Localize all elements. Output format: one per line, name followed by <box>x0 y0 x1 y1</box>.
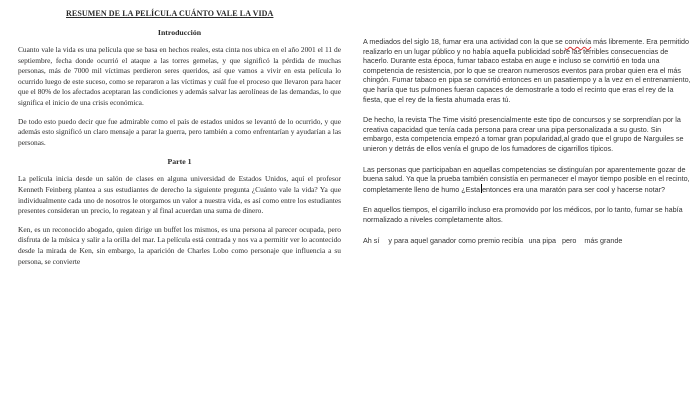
notes-p1-end: más libremente. Era permitido realizarlo en un lugar público y no había aquella publicidad sobre las terribles consecuencias de hacerlo. Durante esta época, fumar tabaco estaba en auge e incluso se convirtió en toda una competencia de resistencia, por lo que se crearon numerosos eventos para probar quien era el más chingón. Fumar tabaco en pipa se convirtió entonces en un pasatiempo y a la vez en el entrenamiento, que haría que tus pulmones fueran capaces de demostrarle a todo el recinto que eras el rey de la fiesta, que el rey de la fiesta ahumada eras tú. <box>363 37 691 104</box>
notes-paragraph-5 <box>363 236 693 246</box>
intro-paragraph-1: Cuanto vale la vida es una película que se basa en hechos reales, esta cinta nos ubica en el año 2001 el 11 de septiembre, fecha donde ocurrió el ataque a las torres gemelas, y que significó la pérdida de muchas personas, más de 7000 mil víctimas perdieron seres queridos, así que vamos a vivir en esta película lo ocurrido luego de este suceso, como se repararon a las víctimas y cuál fue el proceso que llevaron para hacer que el 80% de los afectados aceptaran las condiciones y además salvar las aerolíneas de las demandas, lo que significa el inicio de una crisis económica. <box>18 45 341 107</box>
notes-paragraph-3 <box>363 165 693 195</box>
intro-heading: Introducción <box>157 28 202 37</box>
notes-p3-end: entonces era una maratón para ser cool y hacerse notar? <box>482 184 666 194</box>
left-column <box>18 8 341 275</box>
part-paragraph-2: Ken, es un reconocido abogado, quien dirige un buffet los mismos, es una persona al parecer ocupada, pero disfruta de la música y salir a la orilla del mar. La película está centrada y nos va a permitir ver lo acontecido desde la mirada de Ken, sin embargo, la aparición de Charles Lobo como personaje que influencia a su persona, se convierte <box>18 224 341 266</box>
notes-p1-start: A mediados del siglo 18, fumar era una actividad con la que se <box>363 37 565 46</box>
notes-p5-part-3: una pipa <box>528 235 557 245</box>
notes-p3-start: Las personas que participaban en aquellas competencias se distinguían por aparentemente gozar de buena salud. Ya que la prueba también consistía en permanecer el mayor tiempo posible en el recinto, completamente lleno de humo ¿Esta <box>363 164 690 194</box>
spelling-error-word[interactable]: convivía <box>564 37 592 46</box>
notes-p5-part-2: y para aquel ganador como premio recibía <box>388 235 524 245</box>
document-title: RESUMEN DE LA PELÍCULA CUÁNTO VALE LA VIDA <box>66 9 274 18</box>
intro-paragraph-2: De todo esto puedo decir que fue admirable como el país de estados unidos se levantó de lo ocurrido, y que además esto significó un claro mensaje a parar la guerra, pero también a como enfrentarían y ayudarían a las personas. <box>18 116 341 147</box>
notes-p5-part-5: más grande <box>584 235 623 245</box>
notes-p5-part-4: pero <box>562 235 577 245</box>
notes-paragraph-2: De hecho, la revista The Time visitó presencialmente este tipo de concursos y se sorprendían por la creativa capacidad que tenía cada persona para crear una pipa personalizada a su gusto. Sin embargo, esta competencia empezó a tomar gran popularidad,al grado que el grupo de Narguiles se unieron y detrás de ellos venía el grupo de los fumadores de cigarrillos típicos. <box>363 115 684 153</box>
part-paragraph-1: La película inicia desde un salón de clases en alguna universidad de Estados Unidos, aquí el profesor Kenneth Feinberg plantea a sus estudiantes de derecho la siguiente pregunta ¿Cuánto vale la vida? Ya que individualmente cada uno de nosotros le otorgamos un valor a nuestra vida, es así como entre los estudiantes presentes consideran un precio, lo regatean y al final acuerdan una suma de dinero. <box>18 174 341 216</box>
part-heading: Parte 1 <box>167 157 192 167</box>
notes-paragraph-1 <box>363 37 693 104</box>
notes-p5-part-1: Ah sí <box>363 235 380 245</box>
editor-text-area[interactable] <box>363 37 693 256</box>
notes-paragraph-4: En aquellos tiempos, el cigarrillo incluso era promovido por los médicos, por lo tanto, fumar se había normalizado a niveles completamente altos. <box>363 205 683 224</box>
